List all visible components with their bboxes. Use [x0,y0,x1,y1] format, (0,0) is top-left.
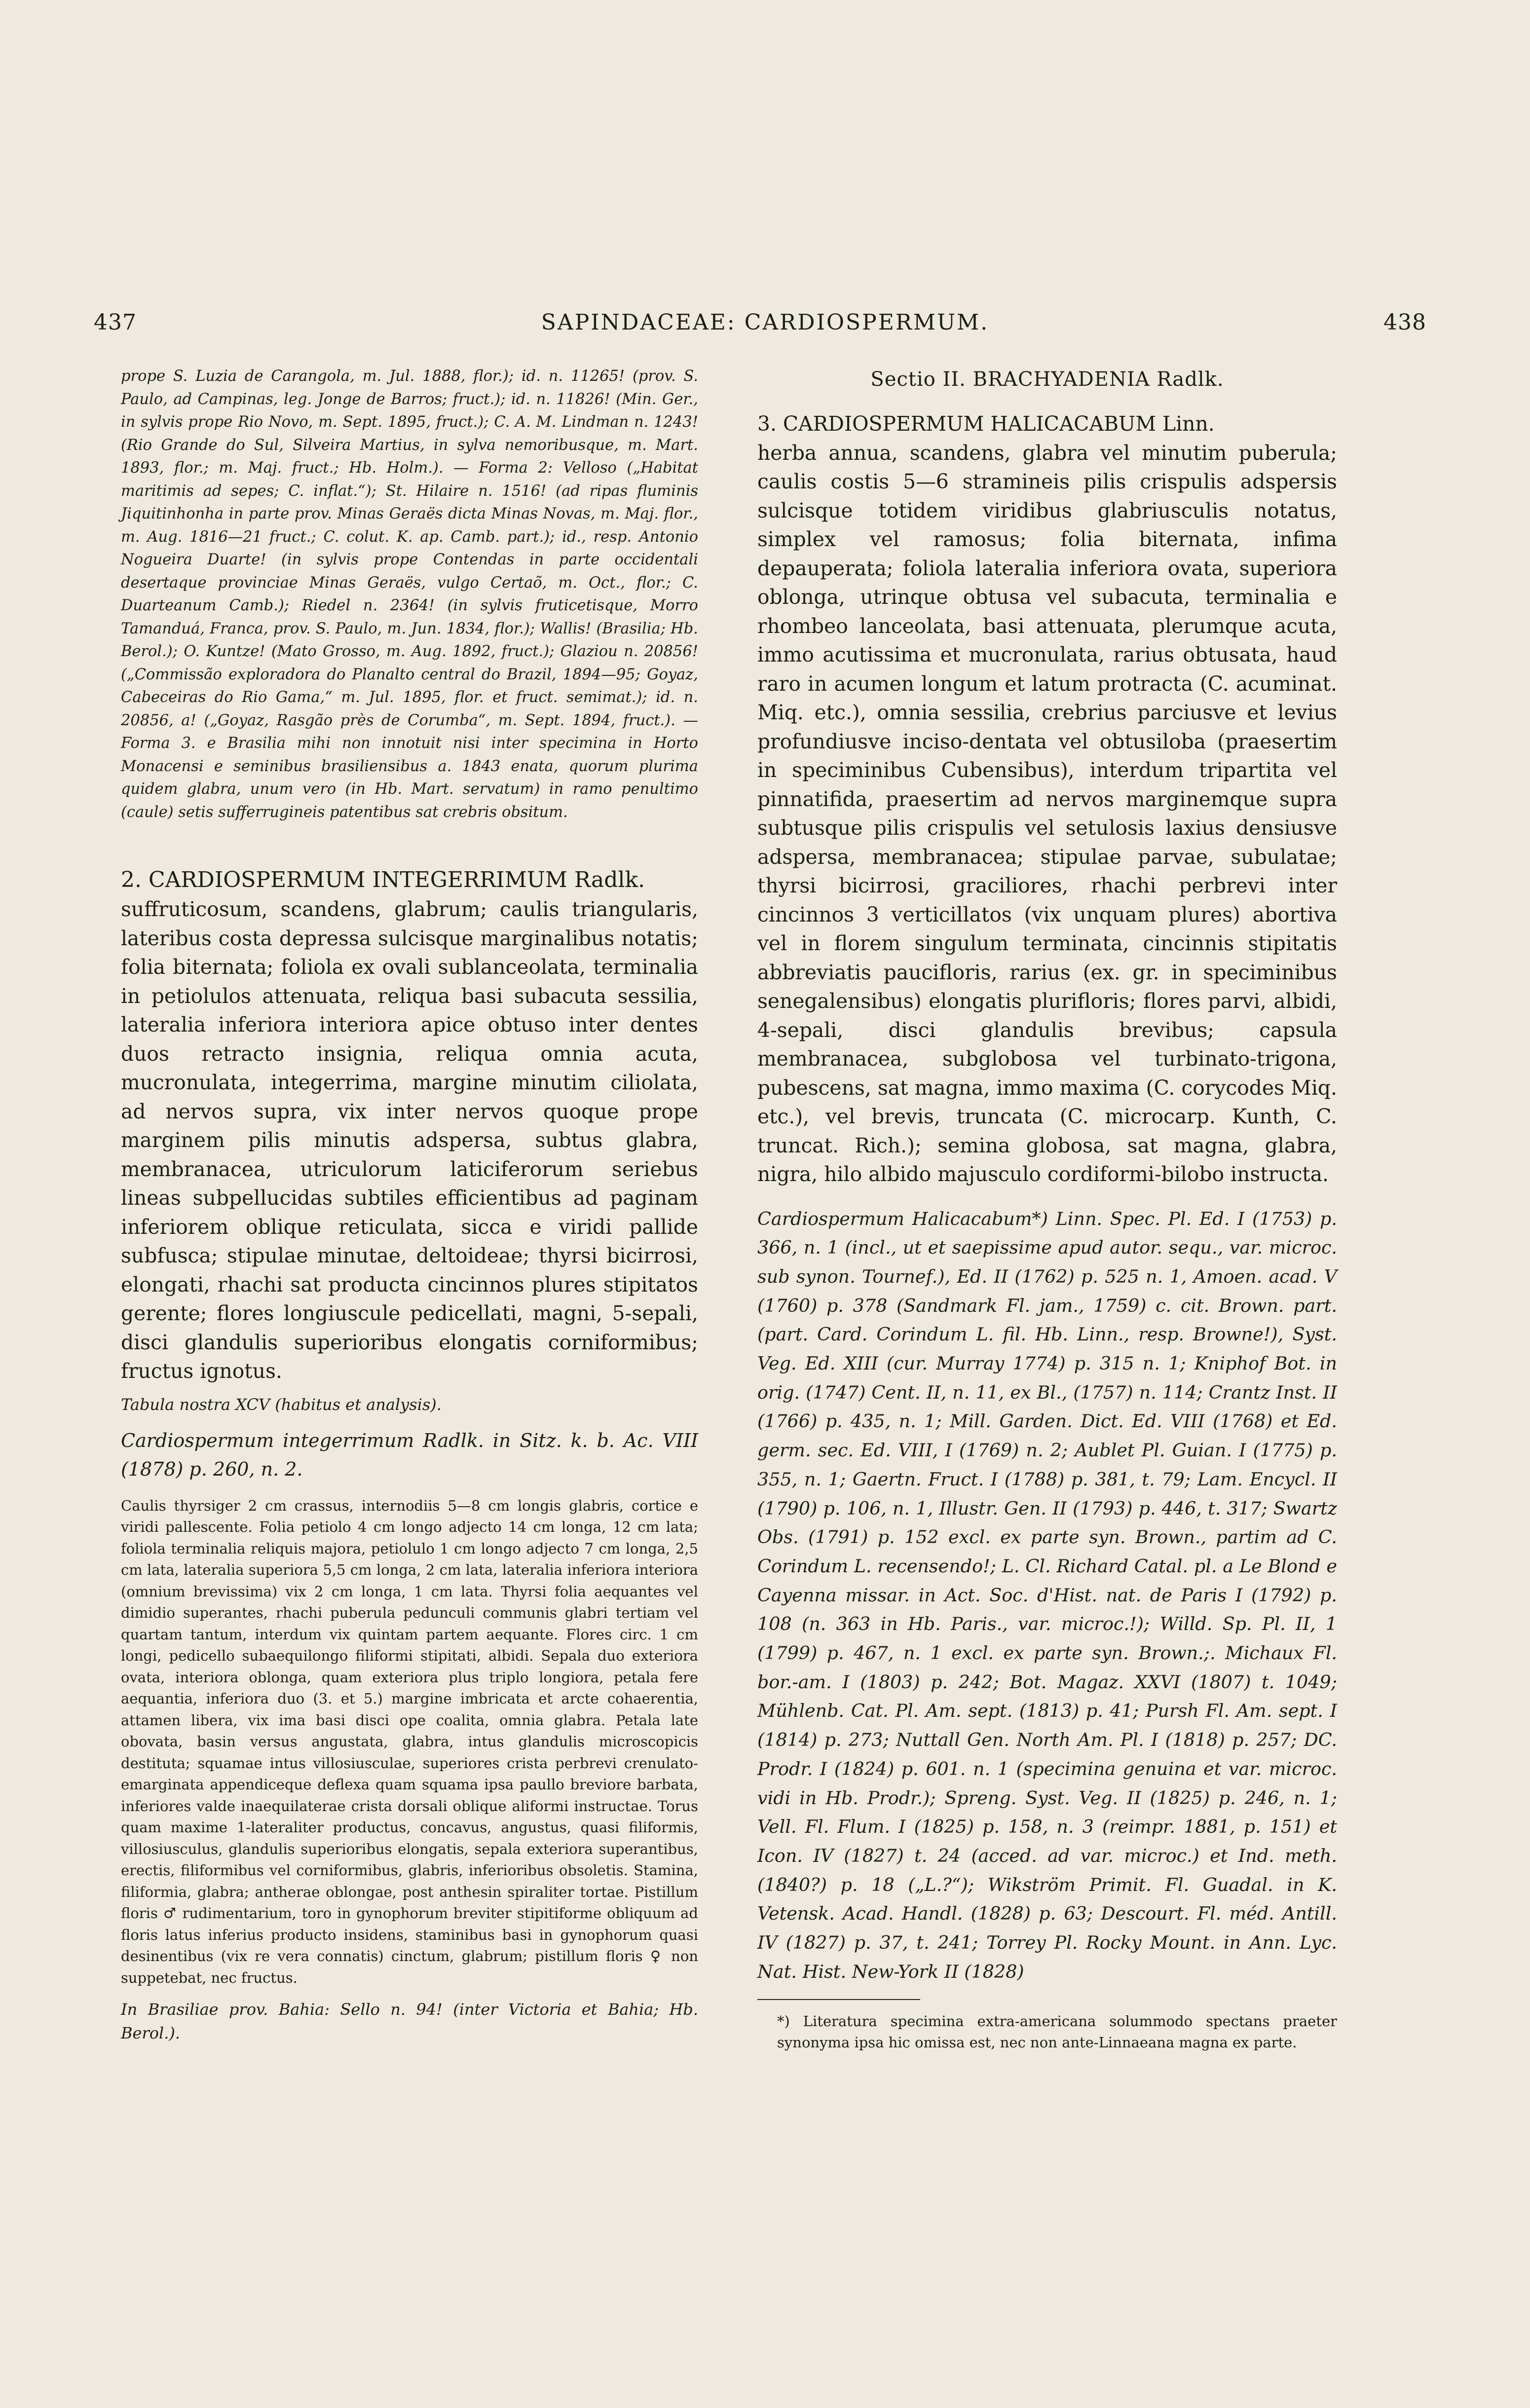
page-number-right: 438 [1383,310,1426,335]
species-description-2: Caulis thyrsiger 2 cm crassus, internodiis 5—8 cm longis glabris, cortice e viridi pallescente. Folia petiolo 4 cm longo adjecto 14 cm longa, 12 cm lata; foliola terminalia reliquis majora, petiolulo 1 cm longo adjecto 7 cm longa, 2,5 cm lata, lateralia superiora 5,5 cm longa, 2 cm lata, lateralia inferiora interiora (omnium brevissima) vix 2 cm longa, 1 cm lata. Thyrsi folia aequantes vel dimidio superantes, rhachi puberula pedunculi communis glabri tertiam vel quartam tantum, interdum vix quintam partem aequante. Flores circ. 1 cm longi, pedicello subaequilongo filiformi stipitati, albidi. Sepala duo exteriora ovata, interiora oblonga, quam exteriora plus triplo longiora, petala fere aequantia, inferiora duo (3. et 5.) margine imbricata et arcte cohaerentia, attamen libera, vix ima basi disci ope coalita, omnia glabra. Petala late obovata, basin versus angustata, glabra, intus glandulis microscopicis destituta; squamae intus villosiusculae, superiores crista perbrevi crenulato-emarginata appendiceque deflexa quam squama ipsa paullo breviore barbata, inferiores valde inaequilaterae crista dorsali oblique aliformi instructae. Torus quam maxime 1-lateraliter productus, concavus, angustus, quasi filiformis, villosiusculus, glandulis superioribus elongatis, sepala exteriora superantibus, erectis, filiformibus vel corniformibus, glabris, inferioribus obsoletis. Stamina, filiformia, glabra; antherae oblongae, post anthesin spiraliter tortae. Pistillum floris ♂ rudimentarium, toro in gynophorum breviter stipitiforme obliquum ad floris latus inferius producto insidens, staminibus basi in gynophorum quasi desinentibus (vix re vera connatis) cinctum, glabrum; pistillum floris ♀ non suppetebat, nec fructus. [121,1497,698,1986]
locality-continuation: prope S. Luzia de Carangola, m. Jul. 1888, flor.); id. n. 11265! (prov. S. Paulo, ad Campinas, leg. Jonge de Barros; fruct.); id. n. 11826! (Min. Ger., in sylvis prope Rio Novo, m. Sept. 1895, fruct.); C. A. M. Lindman n. 1243! (Rio Grande do Sul, Silveira Martius, in sylva nemoribusque, m. Mart. 1893, flor.; m. Maj. fruct.; Hb. Holm.). — Forma 2: Velloso („Habitat maritimis ad sepes; C. inflat.“); St. Hilaire n. 1516! (ad ripas fluminis Jiquitinhonha in parte prov. Minas Geraës dicta Minas Novas, m. Maj. flor., m. Aug. 1816—21 fruct.; C. colut. K. ap. Camb. part.); id., resp. Antonio Nogueira Duarte! (in sylvis prope Contendas in parte occidentali desertaque provinciae Minas Geraës, vulgo Certaõ, m. Oct., flor.; C. Duarteanum Camb.); Riedel n. 2364! (in sylvis fruticetisque, Morro Tamanduá, Franca, prov. S. Paulo, m. Jun. 1834, flor.); Wallis! (Brasilia; Hb. Berol.); O. Kuntze! (Mato Grosso, m. Aug. 1892, fruct.); Glaziou n. 20856! („Commissão exploradora do Planalto central do Brazil, 1894—95; Goyaz, Cabeceiras do Rio Gama,“ m. Jul. 1895, flor. et fruct. semimat.); id. n. 20856, a! („Goyaz, Rasgão près de Corumba“, m. Sept. 1894, fruct.). — Forma 3. e Brasilia mihi non innotuit nisi inter specimina in Horto Monacensi e seminibus brasiliensibus a. 1843 enata, quorum plurima quidem glabra, unum vero (in Hb. Mart. servatum) in ramo penultimo (caule) setis sufferrugineis patentibus sat crebris obsitum. [121,368,698,821]
species-diagnosis-2: suffruticosum, scandens, glabrum; caulis triangularis, lateribus costa depressa sulcisque marginalibus notatis; folia biternata; foliola ex ovali sublanceolata, terminalia in petiolulos attenuata, reliqua basi subacuta sessilia, lateralia inferiora interiora apice obtuso inter dentes duos retracto insignia, reliqua omnia acuta, mucronulata, integerrima, margine minutim ciliolata, ad nervos supra, vix inter nervos quoque prope marginem pilis minutis adspersa, subtus glabra, membranacea, utriculorum laticiferorum seriebus lineas subpellucidas subtiles efficientibus ad paginam inferiorem oblique reticulata, sicca e viridi pallide subfusca; stipulae minutae, deltoideae; thyrsi bicirrosi, elongati, rhachi sat producta cincinnos plures stipitatos gerente; flores longiuscule pedicellati, magni, 5-sepali, disci glandulis superioribus elongatis corniformibus; fructus ignotus. [121,897,698,1383]
species-synonymy-3: Cardiospermum Halicacabum*) Linn. Spec. Pl. Ed. I (1753) p. 366, n. 1 (incl., ut et saepissime apud autor. sequ., var. microc. sub synon. Tournef.), Ed. II (1762) p. 525 n. 1, Amoen. acad. V (1760) p. 378 (Sandmark Fl. jam., 1759) c. cit. Brown. part. (part. Card. Corindum L. fil. Hb. Linn., resp. Browne!), Syst. Veg. Ed. XIII (cur. Murray 1774) p. 315 n. 1; Kniphof Bot. in orig. (1747) Cent. II, n. 11, ex Bl., (1757) n. 114; Crantz Inst. II (1766) p. 435, n. 1; Mill. Garden. Dict. Ed. VIII (1768) et Ed. germ. sec. Ed. VIII, I (1769) n. 2; Aublet Pl. Guian. I (1775) p. 355, n. 1; Gaertn. Fruct. I (1788) p. 381, t. 79; Lam. Encycl. II (1790) p. 106, n. 1, Illustr. Gen. II (1793) p. 446, t. 317; Swartz Obs. (1791) p. 152 excl. ex parte syn. Brown., partim ad C. Corindum L. recensendo!; L. Cl. Richard Catal. pl. a Le Blond e Cayenna missar. in Act. Soc. d'Hist. nat. de Paris I (1792) p. 108 (n. 363 in Hb. Paris., var. microc.!); Willd. Sp. Pl. II, 1 (1799) p. 467, n. 1 excl. ex parte syn. Brown.;. Michaux Fl. bor.-am. I (1803) p. 242; Bot. Magaz. XXVI (1807) t. 1049; Mühlenb. Cat. Pl. Am. sept. (1813) p. 41; Pursh Fl. Am. sept. I (1814) p. 273; Nuttall Gen. North Am. Pl. I (1818) p. 257; DC. Prodr. I (1824) p. 601. n. 1 (specimina genuina et var. microc. vidi in Hb. Prodr.); Spreng. Syst. Veg. II (1825) p. 246, n. 1; Vell. Fl. Flum. I (1825) p. 158, n. 3 (reimpr. 1881, p. 151) et Icon. IV (1827) t. 24 (acced. ad var. microc.) et Ind. meth. (1840?) p. 18 („L.?“); Wikström Primit. Fl. Guadal. in K. Vetensk. Acad. Handl. (1828) p. 63; Descourt. Fl. méd. Antill. IV (1827) p. 37, t. 241; Torrey Pl. Rocky Mount. in Ann. Lyc. Nat. Hist. New-York II (1828) [757,1208,1337,1982]
page-number-left: 437 [94,310,137,335]
running-title: SAPINDACEAE: CARDIOSPERMUM. [541,310,989,335]
species-citation-2: Cardiospermum integerrimum Radlk. in Sitz. k. b. Ac. VIII (1878) p. 260, n. 2. [121,1429,698,1480]
left-column [121,365,698,2045]
footnote: *) Literatura specimina extra-americana solummodo spectans praeter synonyma ipsa hic omissa est, nec non ante-Linnaeana magna ex parte. [777,2013,1337,2051]
species-heading-3: 3. CARDIOSPERMUM HALICACABUM Linn. [757,412,1215,436]
species-diagnosis-3: herba annua, scandens, glabra vel minutim puberula; caulis costis 5—6 stramineis pilis crispulis adspersis sulcisque totidem viridibus glabriusculis notatus, simplex vel ramosus; folia biternata, infima depauperata; foliola lateralia inferiora ovata, superiora oblonga, utrinque obtusa vel subacuta, terminalia e rhombeo lanceolata, basi attenuata, plerumque acuta, immo acutissima et mucronulata, rarius obtusata, haud raro in acumen longum et latum protracta (C. acuminat. Miq. etc.), omnia sessilia, crebrius parciusve et levius profundiusve inciso-dentata vel obtusiloba (praesertim in speciminibus Cubensibus), interdum tripartita vel pinnatifida, praesertim ad nervos marginemque supra subtusque pilis crispulis vel setulosis laxius densiusve adspersa, membranacea; stipulae parvae, subulatae; thyrsi bicirrosi, graciliores, rhachi perbrevi inter cincinnos 3 verticillatos (vix unquam plures) abortiva vel in florem singulum terminata, cincinnis stipitatis abbreviatis paucifloris, rarius (ex. gr. in speciminibus senegalensibus) elongatis plurifloris; flores parvi, albidi, 4-sepali, disci glandulis brevibus; capsula membranacea, subglobosa vel turbinato-trigona, pubescens, sat magna, immo maxima (C. corycodes Miq. etc.), vel brevis, truncata (C. microcarp. Kunth, C. truncat. Rich.); semina globosa, sat magna, glabra, nigra, hilo albido majusculo cordiformi-bilobo instructa. [757,441,1337,1186]
footnote-rule [757,1999,920,2000]
section-heading: Sectio II. BRACHYADENIA Radlk. [870,368,1224,391]
species-heading-2: 2. CARDIOSPERMUM INTEGERRIMUM Radlk. [121,867,645,892]
plate-reference: Tabula nostra XCV (habitus et analysis). [121,1395,442,1414]
right-column [757,365,1337,2053]
species-locality-2: In Brasiliae prov. Bahia: Sello n. 94! (inter Victoria et Bahia; Hb. Berol.). [121,2000,698,2042]
